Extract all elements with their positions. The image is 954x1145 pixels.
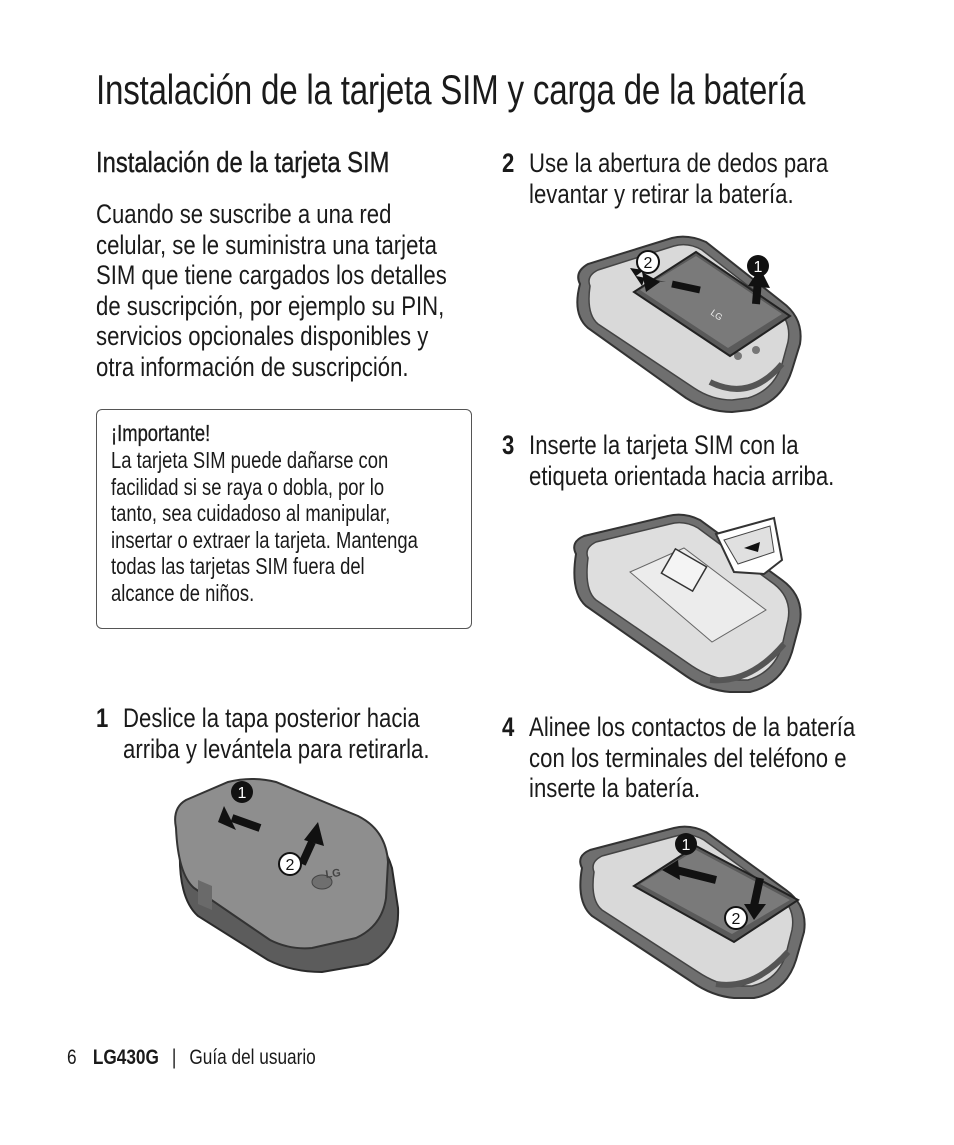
step-marker: 2 xyxy=(643,255,653,272)
intro-line: celular, se le suministra una tarjeta xyxy=(96,229,437,260)
intro-line: servicios opcionales disponibles y xyxy=(96,321,429,351)
step-marker: 1 xyxy=(753,259,763,276)
page-number: 6 xyxy=(67,1046,77,1069)
page-footer xyxy=(67,1046,316,1070)
battery-label: LG xyxy=(708,307,725,323)
step-number: 1 xyxy=(96,703,109,733)
step-line: Inserte la tarjeta SIM con la xyxy=(529,430,799,460)
footer-separator: | xyxy=(171,1046,177,1069)
step-marker: 2 xyxy=(285,857,295,874)
intro-paragraph xyxy=(96,199,449,382)
note-line: todas las tarjetas SIM fuera del xyxy=(111,553,365,579)
important-note-box xyxy=(96,409,472,629)
step-line: Deslice la tapa posterior hacia xyxy=(123,703,420,733)
intro-line: SIM que tiene cargados los detalles xyxy=(96,260,447,290)
remove-cover-illustration xyxy=(172,778,412,974)
note-title: ¡Importante! xyxy=(111,420,211,446)
note-line: alcance de niños. xyxy=(111,579,255,606)
step-line: con los terminales del teléfono e xyxy=(529,742,847,773)
step-line: Use la abertura de dedos para xyxy=(529,148,829,178)
step-number: 4 xyxy=(502,712,515,742)
step-line: Alinee los contactos de la batería xyxy=(529,712,856,742)
step-line: inserte la batería. xyxy=(529,773,701,803)
step-number: 2 xyxy=(502,148,515,178)
insert-battery-illustration xyxy=(566,824,810,1000)
insert-sim-illustration xyxy=(560,512,810,694)
page-title: Instalación de la tarjeta SIM y carga de la batería xyxy=(96,66,806,113)
step-marker: 2 xyxy=(731,911,741,928)
intro-line: de suscripción, por ejemplo su PIN, xyxy=(96,290,445,321)
note-line: tanto, sea cuidadoso al manipular, xyxy=(111,500,391,526)
step-marker: 1 xyxy=(237,785,247,802)
note-line: insertar o extraer la tarjeta. Mantenga xyxy=(111,526,418,553)
model-name: LG430G xyxy=(92,1046,159,1069)
lg-logo: LG xyxy=(324,866,342,881)
step-line: arriba y levántela para retirarla. xyxy=(123,733,430,764)
step-marker: 1 xyxy=(681,837,691,854)
section-title: Instalación de la tarjeta SIM xyxy=(96,147,390,179)
step-line: etiqueta orientada hacia arriba. xyxy=(529,460,835,491)
note-text xyxy=(111,447,447,606)
guide-name: Guía del usuario xyxy=(189,1046,316,1069)
note-line: facilidad si se raya o dobla, por lo xyxy=(111,473,385,500)
note-line: La tarjeta SIM puede dañarse con xyxy=(111,447,389,473)
step-number: 3 xyxy=(502,430,515,460)
intro-line: Cuando se suscribe a una red xyxy=(96,199,392,229)
remove-battery-illustration xyxy=(560,232,810,414)
step-line: levantar y retirar la batería. xyxy=(529,178,794,209)
intro-line: otra información de suscripción. xyxy=(96,351,409,382)
